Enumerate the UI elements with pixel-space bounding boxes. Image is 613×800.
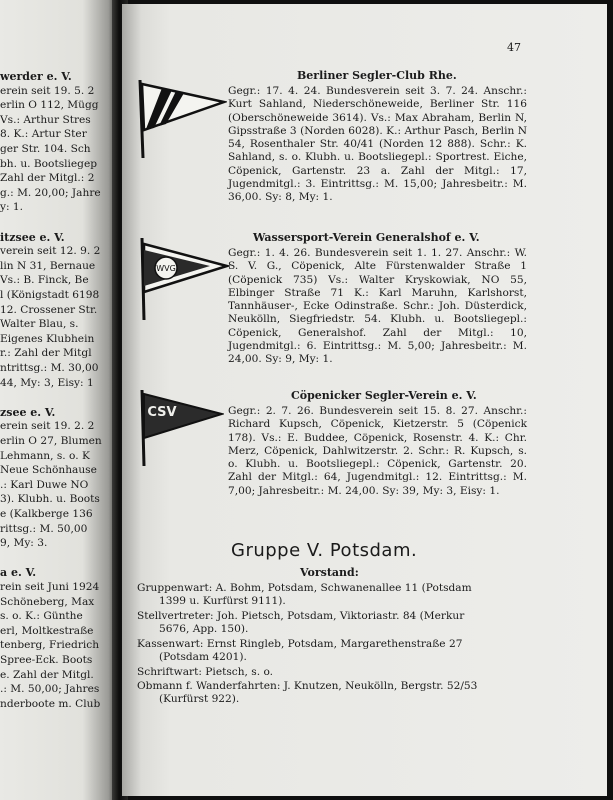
left-page-line: 3). Klubh. u. Boots — [0, 493, 100, 506]
officer-gruppenwart — [137, 582, 527, 608]
left-page-line: .: M. 50,00; Jahres — [0, 683, 100, 696]
left-page-line: s. o. K.: Günthe — [0, 610, 83, 623]
officer-text-cont: 5676, App. 150). — [159, 623, 249, 636]
officer-text: J. Knutzen, Neukölln, Bergstr. 52/53 — [283, 680, 478, 692]
left-page-line: erlin O 27, Blumen — [0, 435, 102, 447]
left-page-line: nderboote m. Club — [0, 697, 101, 710]
left-page — [0, 0, 118, 800]
entry-title: Berliner Segler-Club Rhe. — [297, 69, 457, 82]
left-page-heading: itzsee e. V. — [0, 230, 65, 244]
officer-text: Pietsch, s. o. — [205, 666, 273, 678]
left-page-heading: a e. V. — [0, 566, 37, 580]
entry-body: Gegr.: 1. 4. 26. Bundesverein seit 1. 1. 27. Anschr.: W. S. V. G., Cöpenick, Alte Fürstenwalder Straße 1 (Cöpenick 735) Vs.: Walter Kryskowiak, NO 55, Elbinger Straße 71 K.: Karl Maruhn, Karlshorst, Tannhäuser-, Ecke Odinstraße. Schr.: Joh. Düsterdick, Neukölln, Siegfriedstr. 54. Klubh. u. Bootsliegepl.: Cöpenick, Generalshof. Zahl der Mitgl.: 10, Jugendmitgl.: 6. Eintrittsg.: M. 5,00; Jahresbeitr.: M. 24,00. Sy: 9, My: 1. — [228, 247, 527, 366]
left-page-line: 8. K.: Artur Ster — [0, 128, 87, 141]
left-page-line: Schöneberg, Max — [0, 595, 95, 608]
left-page-line: bh. u. Bootsliegep — [0, 157, 98, 170]
left-page-line: ger Str. 104. Sch — [0, 143, 91, 155]
left-page-line: tenberg, Friedrich — [0, 639, 100, 652]
left-page-line: Lehmann, s. o. K — [0, 449, 90, 462]
left-page-line: l (Königstadt 6198 — [0, 289, 100, 301]
officer-obmann — [137, 680, 527, 706]
left-page-line: e. Zahl der Mitgl. — [0, 668, 94, 681]
left-page-line: Vs.: Arthur Stres — [0, 113, 91, 126]
board-label: Vorstand: — [300, 566, 359, 579]
left-page-line: rittsg.: M. 50,00 — [0, 522, 88, 535]
page-number: 47 — [507, 41, 521, 54]
left-page-line: Spree-Eck. Boots — [0, 654, 93, 666]
left-page-line: Eigenes Klubhein — [0, 332, 95, 345]
left-page-heading: werder e. V. — [0, 70, 72, 83]
left-page-line: .: Karl Duwe NO — [0, 478, 89, 491]
left-page-line: e (Kalkberge 136 — [0, 508, 93, 520]
left-page-line: 12. Crossener Str. — [0, 303, 98, 316]
left-page-line: erein seit 19. 2. 2 — [0, 420, 95, 433]
officer-text: Joh. Pietsch, Potsdam, Viktoriastr. 84 (Merkur — [217, 610, 465, 622]
officer-role: Gruppenwart: — [137, 582, 213, 594]
left-page-heading: zsee e. V. — [0, 405, 56, 419]
entry-body: Gegr.: 2. 7. 26. Bundesverein seit 15. 8. 27. Anschr.: Richard Kupsch, Cöpenick, Kietzerstr. 5 (Cöpenick 178). Vs.: E. Buddee, Cöpenick, Rosenstr. 4. K.: Chr. Merz, Cöpenick, Dahlwitzerstr. 2. Schr.: R. Kupsch, s. o. Klubh. u. Bootsliegepl.: Cöpenick, Gartenstr. 20. Zahl der Mitgl.: 64, Jugendmitgl.: 12. Eintrittsg.: M. 7,00; Jahresbeitr.: M. 24,00. Sy: 39, My: 3, Eisy: 1. — [228, 405, 527, 497]
left-page-line: g.: M. 20,00; Jahre — [0, 186, 101, 199]
left-page-line: Vs.: B. Finck, Be — [0, 274, 89, 287]
left-page-line: erein seit 19. 5. 2 — [0, 84, 95, 97]
left-page-line: erlin O 112, Mügg — [0, 99, 99, 112]
left-page-line: r.: Zahl der Mitgl — [0, 347, 92, 360]
left-page-line: rein seit Juni 1924 — [0, 581, 100, 593]
section-heading: Gruppe V. Potsdam. — [231, 540, 418, 561]
entry-body: Gegr.: 17. 4. 24. Bundesverein seit 3. 7. 24. Anschr.: Kurt Sahland, Niederschöneweide, Berliner Str. 116 (Oberschöneweide 3614). Vs.: Max Abraham, Berlin N, Gipsstraße 3 (Norden 6028). K.: Arthur Pasch, Berlin N 54, Rosenthaler Str. 40/41 (Norden 12 888). Schr.: K. Sahland, s. o. Klubh. u. Bootsliegepl.: Sportrest. Eiche, Cöpenick, Gartenstr. 23 a. Zahl der Mitgl.: 17, Jugendmitgl.: 3. Eintrittsg.: M. 15,00; Jahresbeitr.: M. 36,00. Sy: 8, My: 1. — [228, 85, 527, 204]
officer-role: Stellvertreter: — [137, 610, 214, 622]
left-page-line: Neue Schönhause — [0, 464, 97, 477]
officer-role: Obmann f. Wanderfahrten: — [137, 680, 281, 692]
officer-stellvertreter — [137, 610, 527, 636]
officer-schriftwart — [137, 666, 527, 679]
flag-generalshof — [132, 236, 230, 322]
flag-letters: WVG — [156, 264, 176, 273]
flag-rhe — [132, 78, 227, 160]
officer-text-cont: (Potsdam 4201). — [159, 651, 247, 664]
left-page-line: 9, My: 3. — [0, 537, 48, 550]
left-page-line: erl, Moltkestraße — [0, 624, 94, 637]
flag-coepenick — [134, 388, 224, 468]
officer-role: Kassenwart: — [137, 638, 204, 650]
left-page-line: lin N 31, Bernaue — [0, 259, 96, 272]
flag-letters: CSV — [147, 405, 177, 420]
left-page-line: verein seit 12. 9. 2 — [0, 245, 101, 258]
officer-text: Ernst Ringleb, Potsdam, Margarethenstraße 27 — [206, 638, 463, 650]
left-page-line: 44, My: 3, Eisy: 1 — [0, 376, 94, 389]
entry-title: Wassersport-Verein Generalshof e. V. — [253, 231, 480, 244]
officer-text-cont: (Kurfürst 922). — [159, 693, 240, 706]
left-page-line: Zahl der Mitgl.: 2 — [0, 172, 95, 185]
officer-role: Schriftwart: — [137, 666, 202, 678]
left-page-line: y: 1. — [0, 201, 24, 214]
left-page-line: ntrittsg.: M. 30,00 — [0, 362, 99, 374]
entry-title: Cöpenicker Segler-Verein e. V. — [291, 389, 477, 402]
officer-text-cont: 1399 u. Kurfürst 9111). — [159, 595, 286, 608]
officer-text: A. Bohm, Potsdam, Schwanenallee 11 (Potsdam — [215, 582, 472, 594]
left-page-line: Walter Blau, s. — [0, 318, 79, 331]
officer-kassenwart — [137, 638, 527, 664]
